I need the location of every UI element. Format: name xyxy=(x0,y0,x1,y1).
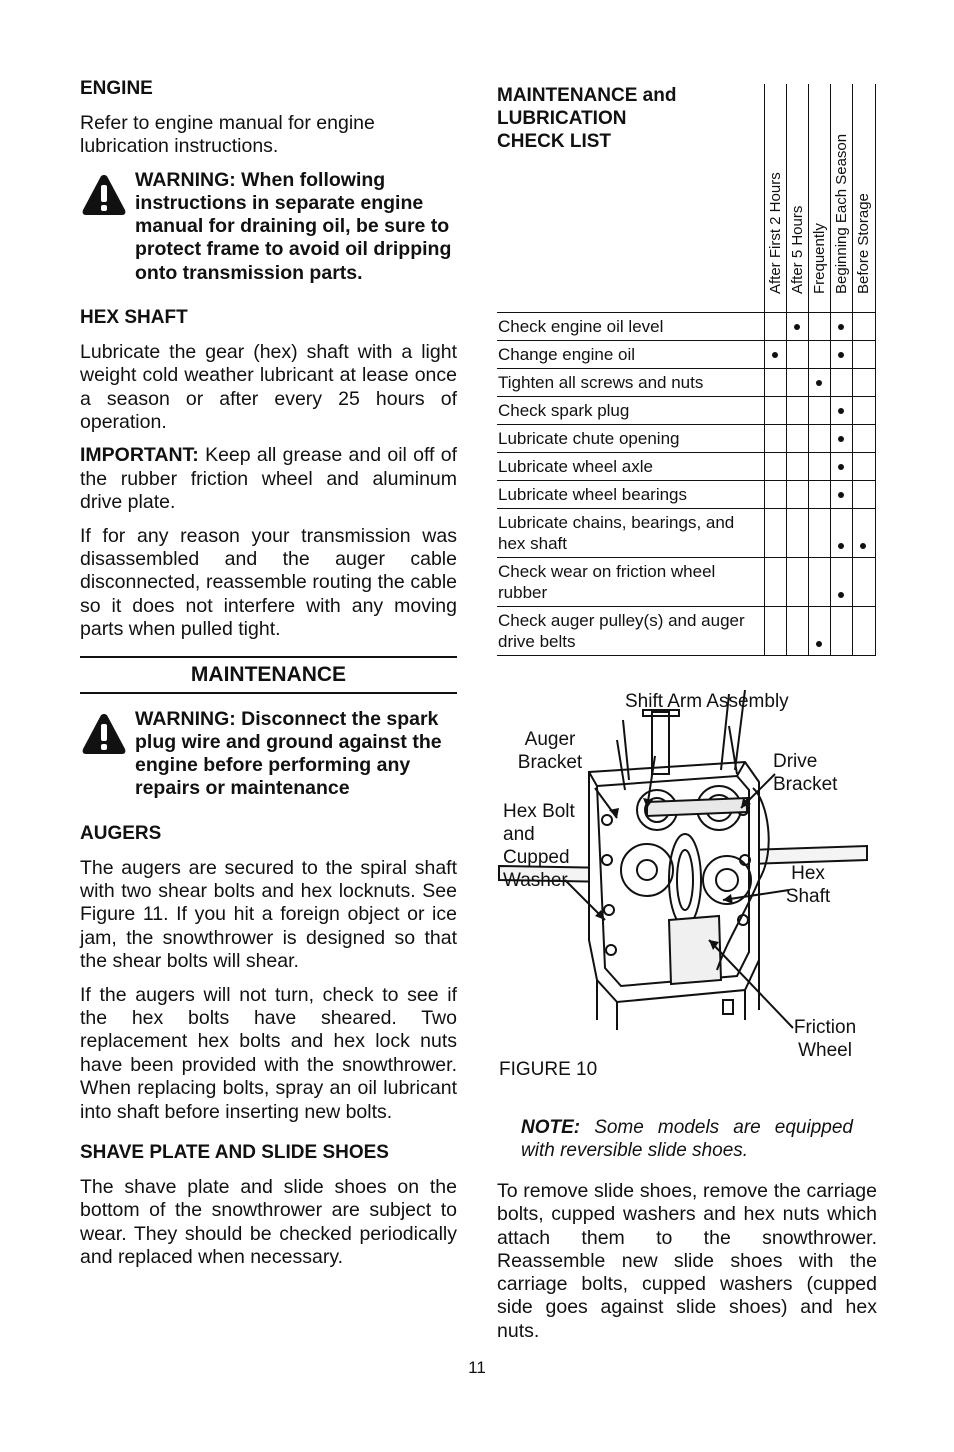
checklist-row-divider xyxy=(497,557,876,558)
checklist-column-header: After 5 Hours xyxy=(789,205,806,294)
checklist-column-header: Before Storage xyxy=(855,193,872,294)
checklist-mark xyxy=(838,352,844,358)
important-text xyxy=(80,444,457,514)
checklist-mark xyxy=(838,436,844,442)
checklist-row-divider xyxy=(497,340,876,341)
figure-10 xyxy=(497,690,877,1110)
checklist-row-divider xyxy=(497,424,876,425)
note-text: Some models are equipped with reversible slide shoes. xyxy=(521,1117,853,1161)
checklist-task: Check wear on friction wheel rubber xyxy=(498,562,716,602)
checklist-mark xyxy=(838,464,844,470)
slide-shoes-text: To remove slide shoes, remove the carriage bolts, cupped washers and hex nuts which attach them to the snowthrower. Reassemble new slide shoes with the carriage bolts, cupped washers (cupped side goes against slide shoes) and hex nuts. xyxy=(497,1180,877,1342)
checklist-title-line: MAINTENANCE and xyxy=(497,85,677,106)
augers-text-1: The augers are secured to the spiral shaft with two shear bolts and hex locknuts. See Figure 11. If you hit a foreign object or ice jam, the snowthrower is designed so that the shear bolts will shear. xyxy=(80,856,457,973)
checklist-mark xyxy=(838,492,844,498)
note xyxy=(521,1116,853,1162)
engine-warning-text: WARNING: When following instructions in separate engine manual for draining oil, be sure to protect frame to avoid oil dripping onto transmission parts. xyxy=(135,168,452,284)
important-body: Keep all grease and oil off of the rubber friction wheel and aluminum drive plate. xyxy=(80,444,457,514)
checklist-column-header: After First 2 Hours xyxy=(767,172,784,294)
checklist-mark xyxy=(838,408,844,414)
label-hex-bolt-and-cupped-washer: Hex Bolt and Cupped Washer xyxy=(503,801,575,891)
engine-warning xyxy=(80,169,457,285)
augers-heading: AUGERS xyxy=(80,822,162,844)
left-column xyxy=(80,78,457,1280)
checklist-column-divider xyxy=(808,84,809,656)
checklist-mark xyxy=(772,352,778,358)
checklist-title-line: CHECK LIST xyxy=(497,131,611,152)
note-label: NOTE: xyxy=(521,1117,581,1138)
checklist-task: Check auger pulley(s) and auger drive belts xyxy=(498,611,745,651)
figure-caption: FIGURE 10 xyxy=(499,1059,598,1080)
checklist-column-header: Beginning Each Season xyxy=(833,133,850,294)
augers-text-2: If the augers will not turn, check to see if the hex bolts have sheared. Two replacement hex bolts and hex lock nuts have been provided with the snowthrower. When replacing bolts, spray an oil lubricant into shaft before inserting new bolts. xyxy=(80,983,457,1123)
label-shift-arm-assembly: Shift Arm Assembly xyxy=(625,691,789,712)
warning-icon xyxy=(81,712,127,756)
engine-text: Refer to engine manual for engine lubrication instructions. xyxy=(80,112,375,158)
checklist-task: Lubricate chains, bearings, and hex shaft xyxy=(498,513,735,553)
checklist-row-divider xyxy=(497,368,876,369)
hex-shaft-text: Lubricate the gear (hex) shaft with a light weight cold weather lubricant at lease once a season or after every 25 hours of operation. xyxy=(80,340,457,434)
right-column xyxy=(497,84,877,1353)
checklist-title-line: LUBRICATION xyxy=(497,108,627,129)
checklist-row-divider xyxy=(497,480,876,481)
checklist-row-divider xyxy=(497,508,876,509)
checklist-mark xyxy=(816,641,822,647)
checklist-title xyxy=(497,84,727,153)
label-auger-bracket: Auger Bracket xyxy=(517,729,583,773)
checklist-task: Lubricate wheel axle xyxy=(498,457,653,476)
checklist-column-divider xyxy=(830,84,831,656)
checklist-row-divider xyxy=(497,452,876,453)
page-number: 11 xyxy=(468,1358,486,1377)
maintenance-warning-text: WARNING: Disconnect the spark plug wire and ground against the engine before performing any repairs or maintenance xyxy=(135,707,442,800)
label-drive-bracket: Drive Bracket xyxy=(773,751,838,795)
important-label: IMPORTANT: xyxy=(80,444,199,467)
checklist-column-divider xyxy=(875,84,876,656)
maintenance-checklist xyxy=(497,84,876,656)
hex-shaft-heading: HEX SHAFT xyxy=(80,306,188,328)
checklist-task: Lubricate wheel bearings xyxy=(498,485,688,504)
checklist-column-divider xyxy=(764,84,765,656)
checklist-task: Tighten all screws and nuts xyxy=(498,373,704,392)
engine-heading: ENGINE xyxy=(80,78,153,99)
checklist-column-divider xyxy=(852,84,853,656)
checklist-mark xyxy=(794,324,800,330)
checklist-row-divider xyxy=(497,312,876,313)
checklist-mark xyxy=(816,380,822,386)
label-hex-shaft: Hex Shaft xyxy=(785,863,831,907)
checklist-mark xyxy=(838,543,844,549)
shave-plate-heading: SHAVE PLATE AND SLIDE SHOES xyxy=(80,1141,389,1163)
checklist-row-divider xyxy=(497,396,876,397)
transmission-text: If for any reason your transmission was disassembled and the auger cable disconnected, reassemble routing the cable so it does not interfere with any moving parts when pulled tight. xyxy=(80,524,457,641)
checklist-mark xyxy=(838,592,844,598)
checklist-row-divider xyxy=(497,655,876,656)
checklist-task: Lubricate chute opening xyxy=(498,429,680,448)
checklist-task: Change engine oil xyxy=(498,345,636,364)
label-friction-wheel: Friction Wheel xyxy=(793,1017,857,1061)
checklist-mark xyxy=(838,324,844,330)
checklist-row-divider xyxy=(497,606,876,607)
maintenance-warning xyxy=(80,708,457,801)
shave-plate-text: The shave plate and slide shoes on the bottom of the snowthrower are subject to wear. They should be checked periodically and replaced when necessary. xyxy=(80,1175,457,1269)
checklist-task: Check spark plug xyxy=(498,401,630,420)
warning-icon xyxy=(81,173,127,217)
maintenance-title: MAINTENANCE xyxy=(80,656,457,694)
checklist-column-divider xyxy=(786,84,787,656)
checklist-column-header: Frequently xyxy=(811,223,828,294)
checklist-task: Check engine oil level xyxy=(498,317,664,336)
checklist-mark xyxy=(860,543,866,549)
